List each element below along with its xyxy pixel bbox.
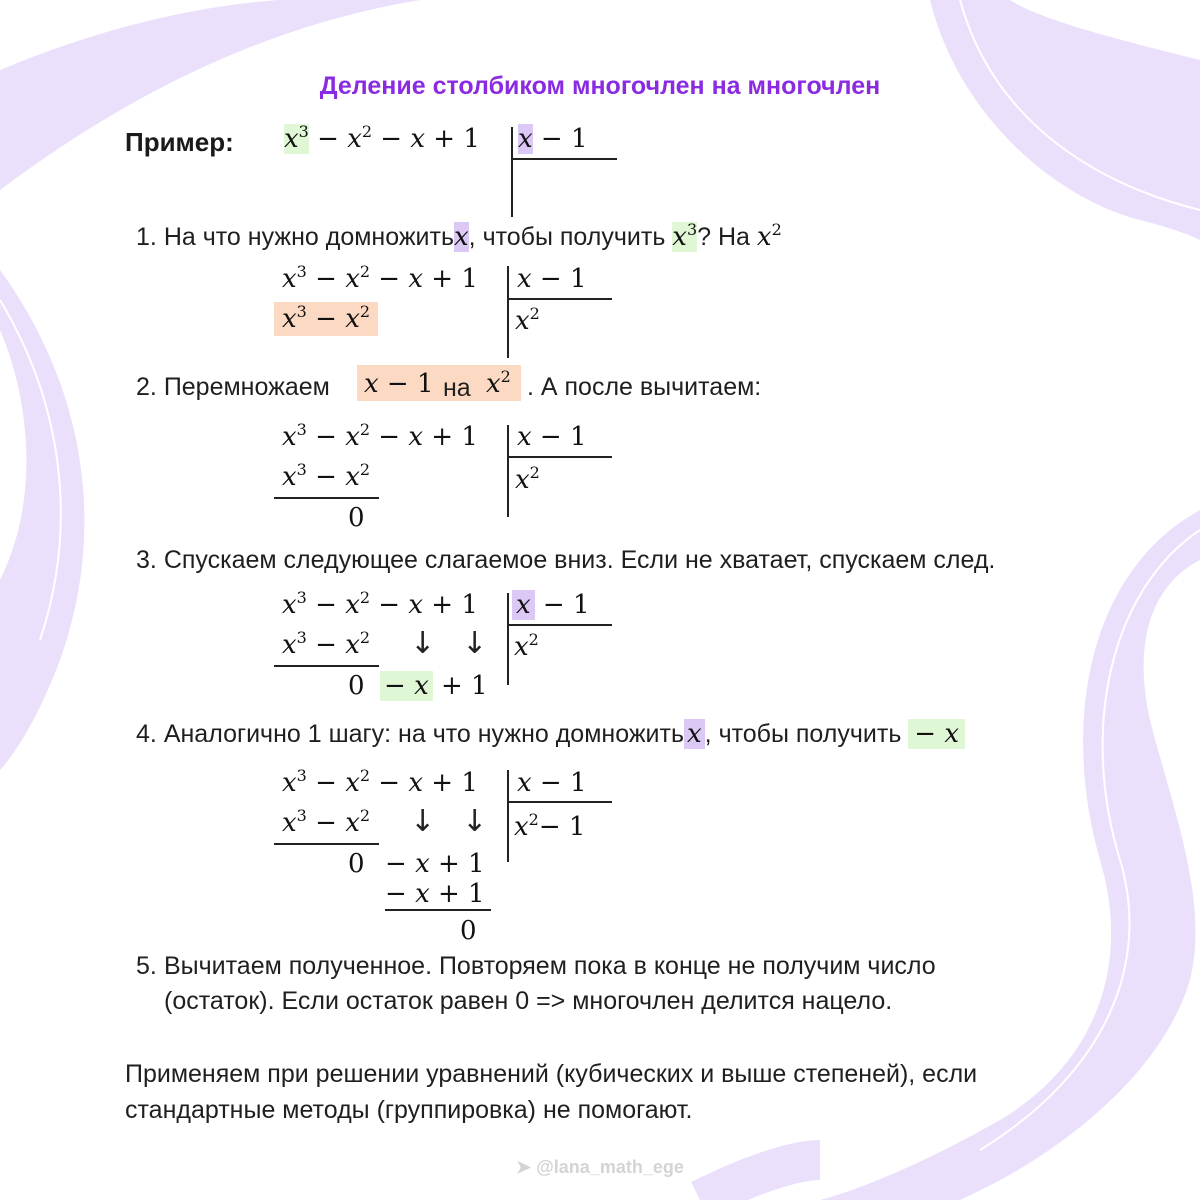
step-1-quotient: $x^2$ <box>515 304 540 336</box>
step-3-divisor-underline <box>507 624 612 626</box>
step-2-factor-b: $x^2$ <box>486 367 511 399</box>
step-5-number: 5. <box>136 952 157 980</box>
step-5-line-2: (остаток). Если остаток равен 0 => многочлен делится нацело. <box>164 987 893 1015</box>
step-1-division-bar <box>507 266 509 358</box>
step-3-dividend: $x^3 - x^2 - x + 1$ <box>282 588 478 620</box>
step-4-quotient: $x^2- 1$ <box>514 810 586 842</box>
step-2-quotient: $x^2$ <box>515 463 540 495</box>
step-1-divisor-underline <box>507 298 612 300</box>
step-3-subtraction-line <box>274 665 379 667</box>
division-bar <box>511 127 513 217</box>
step-1-product: $x^3 - x^2$ <box>274 302 378 336</box>
step-2-subtraction-line <box>274 497 379 499</box>
example-divisor: x − 1 <box>518 124 588 154</box>
step-2-division-bar <box>507 425 509 517</box>
step-2-tail: . А после вычитаем: <box>527 373 762 401</box>
step-4-division-bar <box>507 770 509 862</box>
step-4-brought-down: − x + 1 <box>385 849 485 879</box>
step-1-divisor: x − 1 <box>517 264 587 294</box>
example-label: Пример: <box>125 127 234 157</box>
step-4-remainder: 0 <box>348 849 365 879</box>
step-3-brought-down: − x + 1 <box>380 671 488 701</box>
step-4-divisor-underline <box>507 801 612 803</box>
arrow-down-icon: ↓ <box>410 804 436 839</box>
step-5-line-1: Вычитаем полученное. Повторяем пока в конце не получим число <box>164 952 936 980</box>
step-2-remainder: 0 <box>348 503 365 533</box>
watermark: ➤ @lana_math_ege <box>516 1157 684 1177</box>
step-4-product: − x + 1 <box>385 879 485 909</box>
step-3-subtrahend: $x^3 - x^2$ <box>282 628 371 660</box>
step-4-text: 4. Аналогично 1 шагу: на что нужно домножить x , чтобы получить − x <box>136 719 965 749</box>
step-4-subtraction-line <box>274 843 379 845</box>
arrow-down-icon: ↓ <box>410 626 436 661</box>
divisor-lead-highlight: x <box>518 124 533 154</box>
leading-term-highlight: $x^3$ <box>284 122 309 154</box>
step-2-divisor: x − 1 <box>517 422 587 452</box>
step-1-text: 1. На что нужно домножитьx, чтобы получить $x^3$? На $x^2$ <box>136 220 782 252</box>
step-3-remainder: 0 <box>348 671 365 701</box>
step-2-dividend: $x^3 - x^2 - x + 1$ <box>282 420 478 452</box>
step-4-subtraction-line-2 <box>385 909 491 911</box>
example-dividend: $x^3 - x^2 - x + 1$ <box>284 122 480 154</box>
step-3-quotient: $x^2$ <box>514 630 539 662</box>
step-2-conj: на <box>443 374 471 402</box>
step-4-divisor: x − 1 <box>517 768 587 798</box>
step-2-text: 2. Перемножаем <box>136 373 330 401</box>
final-remainder: 0 <box>460 916 477 946</box>
arrow-down-icon: ↓ <box>462 626 488 661</box>
step-3-divisor: x − 1 <box>512 590 590 620</box>
summary-line-1: Применяем при решении уравнений (кубических и выше степеней), если <box>125 1060 978 1088</box>
step-4-subtrahend: $x^3 - x^2$ <box>282 806 371 838</box>
step-2-divisor-underline <box>507 456 612 458</box>
summary-line-2: стандартные методы (группировка) не помогают. <box>125 1096 693 1124</box>
telegram-icon: ➤ <box>516 1157 532 1177</box>
step-3-text: 3. Спускаем следующее слагаемое вниз. Если не хватает, спускаем след. <box>136 546 996 574</box>
step-2-subtrahend: $x^3 - x^2$ <box>282 460 371 492</box>
step-4-dividend: $x^3 - x^2 - x + 1$ <box>282 766 478 798</box>
step-2-factor-a: x − 1 <box>364 369 434 399</box>
arrow-down-icon: ↓ <box>462 804 488 839</box>
page-title: Деление столбиком многочлен на многочлен <box>319 72 881 100</box>
step-3-division-bar <box>507 593 509 685</box>
step-1-dividend: $x^3 - x^2 - x + 1$ <box>282 262 478 294</box>
divisor-underline <box>511 158 617 160</box>
